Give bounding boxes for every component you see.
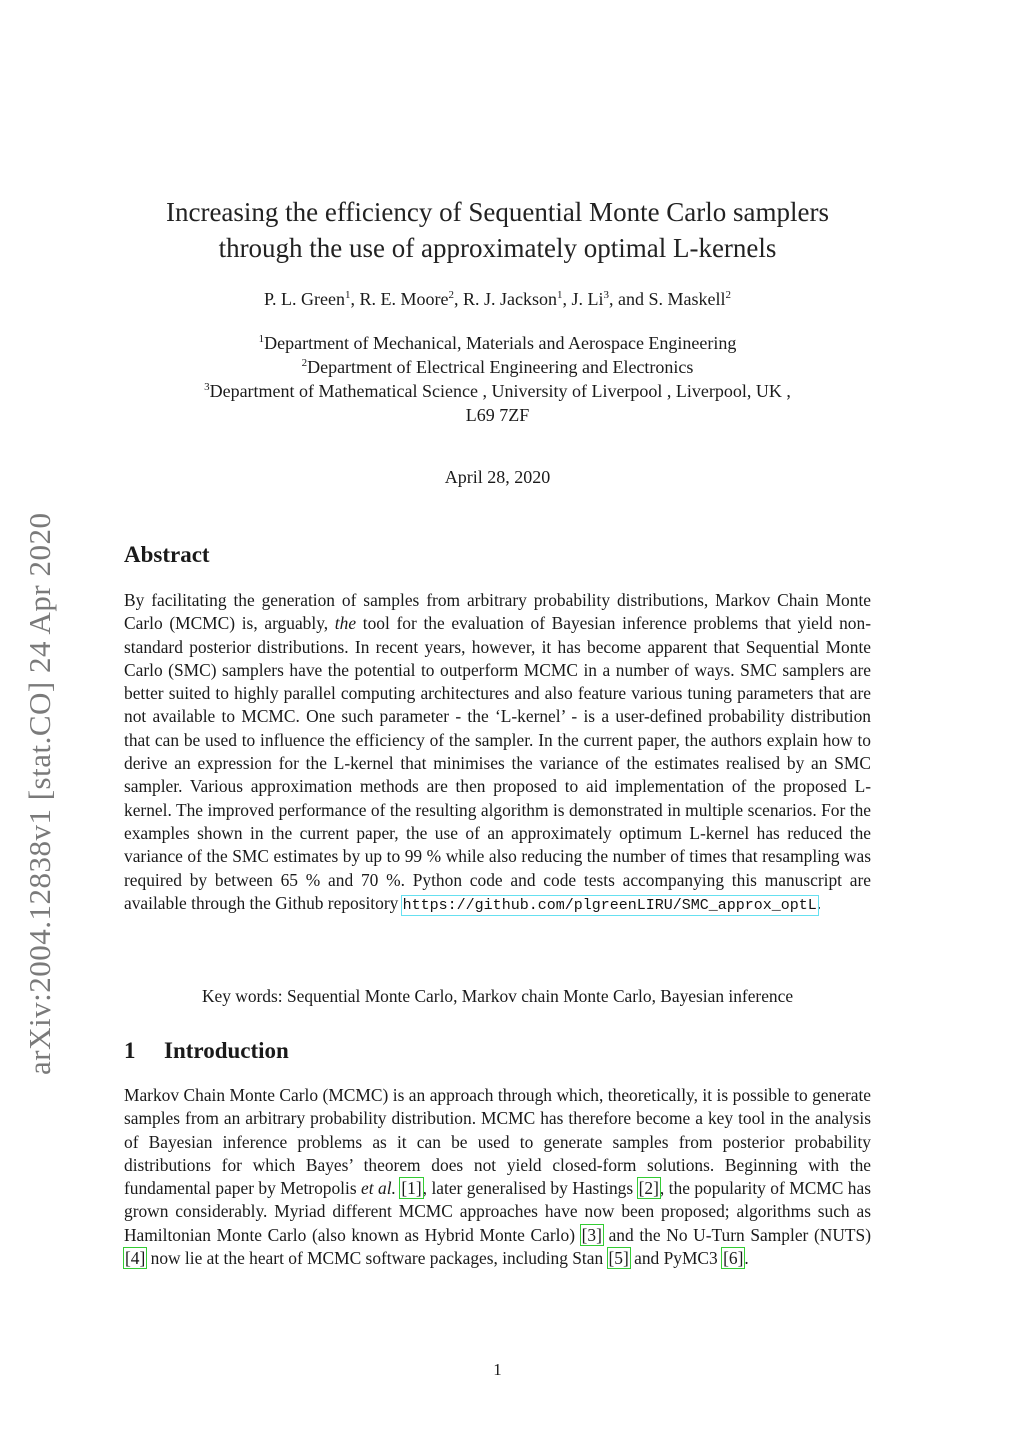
abstract-heading: Abstract [124, 542, 210, 567]
section-number: 1 [124, 1038, 136, 1063]
title-line-2: through the use of approximately optimal L-kernels [218, 233, 777, 263]
author: R. J. Jackson$^1$, [462, 289, 572, 309]
citation-link[interactable]: [1] [401, 1178, 422, 1199]
arxiv-side-identifier: arXiv:2004.12838v1 [stat.CO] 24 Apr 2020 [22, 512, 57, 1075]
page-number: 1 [493, 1360, 502, 1379]
introduction-body: Markov Chain Monte Carlo (MCMC) is an approach through which, theoretically, it is possible to generate samples from an arbitrary probability distribution. MCMC has therefore become a key tool in the analysis of Bayesian inference problems as it can be used to generate samples from posterior probability distributions for which Bayes’ theorem does not yield closed-form solutions. Beginning with the fundamental paper by Metropolis et al. [1], later generalised by Hastings [2], the popularity of MCMC has grown considerably. Myriad different MCMC approaches have now been proposed; algorithms such as Hamiltonian Monte Carlo (also known as Hybrid Monte Carlo) [3] and the No U-Turn Sampler (NUTS) [4] now lie at the heart of MCMC software packages, including Stan [5] and PyMC3 [6]. [124, 1085, 871, 1269]
affiliation: $^2$Department of Electrical Engineering and Electronics [301, 357, 694, 377]
citation-link[interactable]: [4] [125, 1248, 146, 1269]
author: P. L. Green$^1$, [263, 289, 360, 309]
author-list [124, 289, 871, 310]
author: S. Maskell$^2$ [648, 289, 731, 309]
paper-date: April 28, 2020 [444, 467, 551, 487]
abstract-body: By facilitating the generation of samples from arbitrary probability distributions, Markov Chain Monte Carlo (MCMC) is, arguably, the tool for the evaluation of Bayesian inference problems that yield non-standard posterior distributions. In recent years, however, it has become apparent that Sequential Monte Carlo (SMC) samplers have the potential to outperform MCMC in a number of ways. SMC samplers are better suited to highly parallel computing architectures and also feature various tuning parameters that are not available to MCMC. One such parameter - the ‘L-kernel’ - is a user-defined probability distribution that can be used to influence the efficiency of the sampler. In the current paper, the authors explain how to derive an expression for the L-kernel that minimises the variance of the estimates realised by an SMC sampler. Various approximation methods are then proposed to aid implementation of the proposed L-kernel. The improved performance of the resulting algorithm is demonstrated in multiple scenarios. For the examples shown in the current paper, the use of an approximately optimum L-kernel has reduced the variance of the SMC estimates by up to 99 % while also reducing the number of times that resampling was required by between 65 % and 70 %. Python code and code tests accompanying this manuscript are available through the Github repository https://github.com/plgreenLIRU/SMC_approx_optL. [124, 590, 871, 914]
affiliations [124, 331, 871, 427]
section-heading-introduction [124, 1038, 289, 1064]
citation-link[interactable]: [2] [638, 1178, 659, 1199]
title-line-1: Increasing the efficiency of Sequential Monte Carlo samplers [165, 197, 830, 227]
affiliation: $^3$Department of Mathematical Science , University of Liverpool , Liverpool, UK , [204, 381, 791, 401]
keywords: Key words: Sequential Monte Carlo, Markov chain Monte Carlo, Bayesian inference [201, 986, 794, 1006]
github-repository-link[interactable]: https://github.com/plgreenLIRU/SMC_approx_optL [402, 896, 817, 914]
paper-title [124, 194, 871, 266]
affiliation: $^1$Department of Mechanical, Materials and Aerospace Engineering [258, 333, 737, 353]
citation-link[interactable]: [5] [608, 1248, 629, 1269]
section-title: Introduction [164, 1038, 289, 1063]
citation-link[interactable]: [3] [581, 1224, 602, 1245]
citation-link[interactable]: [6] [723, 1248, 744, 1269]
affiliation-postcode: L69 7ZF [465, 405, 530, 425]
author: J. Li$^3$, and [571, 289, 649, 309]
author: R. E. Moore$^2$, [359, 289, 463, 309]
